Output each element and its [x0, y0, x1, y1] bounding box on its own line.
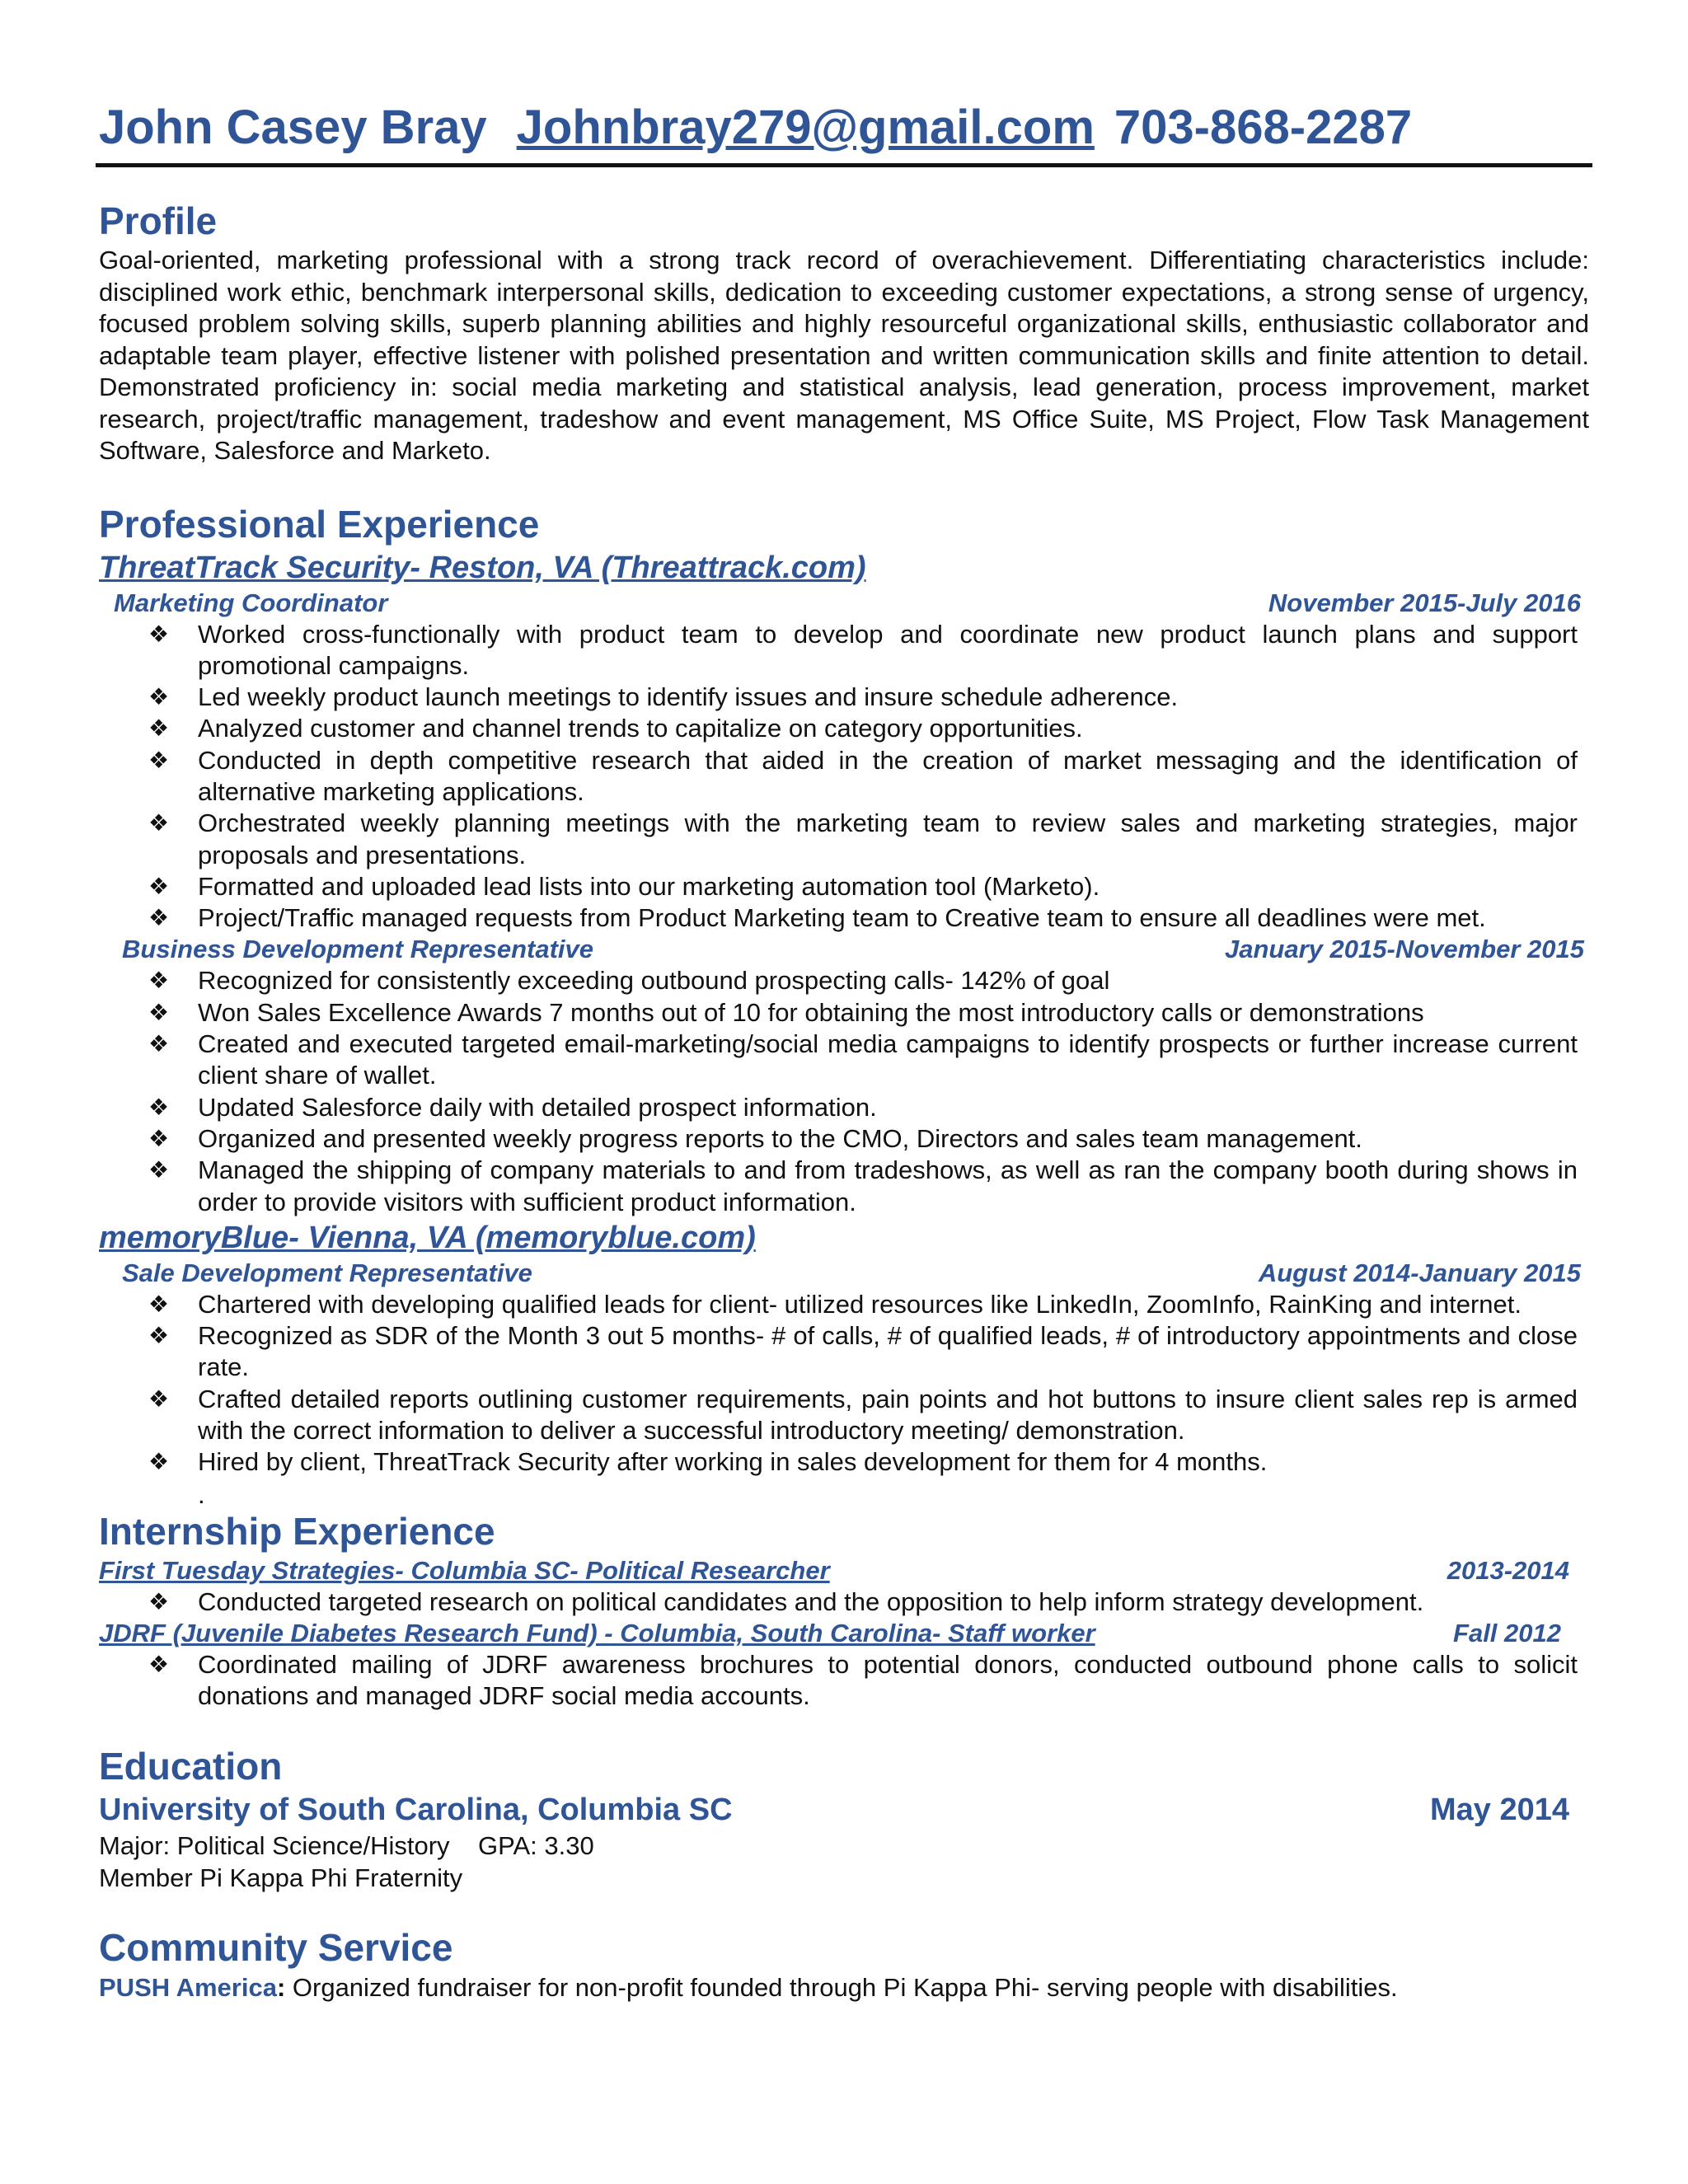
list-item: ❖ Worked cross-functionally with product team to develop and coordinate new product launch plans and support promotional campaigns. [148, 619, 1578, 680]
internship-title: First Tuesday Strategies- Columbia SC- Political Researcher [99, 1555, 830, 1585]
internship-title: JDRF (Juvenile Diabetes Research Fund) - Columbia, South Carolina- Staff worker [99, 1618, 1095, 1647]
list-item: ❖ Recognized as SDR of the Month 3 out 5 months- # of calls, # of qualified leads, # of introductory appointments and close rate. [148, 1321, 1578, 1382]
list-item: ❖ Conducted targeted research on political candidates and the opposition to help inform strategy development. [198, 1586, 1589, 1618]
list-item: ❖ Recognized for consistently exceeding outbound prospecting calls- 142% of goal [198, 965, 1589, 996]
internship-dates: 2013-2014 [1447, 1555, 1569, 1585]
list-item: ❖ Hired by client, ThreatTrack Security after working in sales development for them for 4 months. [198, 1446, 1589, 1478]
role-title: Marketing Coordinator [114, 588, 388, 617]
role-dates: January 2015-November 2015 [1225, 935, 1584, 964]
internship-row [99, 1618, 1589, 1649]
company-name[interactable]: memoryBlue- Vienna, VA (memoryblue.com) [99, 1220, 756, 1255]
list-item: ❖ Updated Salesforce daily with detailed prospect information. [198, 1092, 1589, 1123]
resume-page [99, 97, 1589, 2004]
diamond-bullet-icon: ❖ [148, 999, 170, 1025]
diamond-bullet-icon: ❖ [148, 1588, 170, 1615]
list-item: ❖ Chartered with developing qualified leads for client- utilized resources like LinkedIn, ZoomInfo, RainKing and internet. [198, 1289, 1589, 1320]
community-entry [99, 1971, 1589, 2004]
list-item: ❖ Conducted in depth competitive research that aided in the creation of market messaging and the identification of alternative marketing applications. [148, 745, 1578, 806]
role-row [99, 934, 1589, 965]
diamond-bullet-icon: ❖ [148, 968, 170, 994]
diamond-bullet-icon: ❖ [148, 621, 170, 647]
bullet-list [99, 1289, 1589, 1479]
list-item: ❖ Organized and presented weekly progress reports to the CMO, Directors and sales team management. [198, 1123, 1589, 1155]
diamond-bullet-icon: ❖ [148, 1651, 170, 1677]
email-link[interactable]: Johnbray279@gmail.com [516, 101, 1095, 154]
experience-heading: Professional Experience [99, 502, 540, 546]
company-name[interactable]: ThreatTrack Security- Reston, VA (Threattrack.com) [99, 550, 866, 585]
candidate-name: John Casey Bray [99, 101, 487, 154]
internship-dates: Fall 2012 [1453, 1618, 1561, 1647]
profile-text: Goal-oriented, marketing professional with a strong track record of overachievement. Differentiating characteristics include: disciplined work ethic, benchmark interpersonal skills, dedication to exceeding customer expectations, a strong sense of urgency, focused problem solving skills, superb planning abilities and highly resourceful organizational skills, enthusiastic collaborator and adaptable team player, effective listener with polished presentation and written communication skills and finite attention to detail. Demonstrated proficiency in: social media marketing and statistical analysis, lead generation, process improvement, market research, project/traffic management, tradeshow and event management, MS Office Suite, MS Project, Flow Task Management Software, Salesforce and Marketo. [99, 246, 1589, 465]
trailing-period: . [198, 1479, 205, 1509]
diamond-bullet-icon: ❖ [148, 1449, 170, 1475]
role-title: Business Development Representative [122, 935, 593, 964]
organization-name: PUSH America [99, 1972, 277, 2002]
diamond-bullet-icon: ❖ [148, 810, 170, 837]
list-item: ❖ Coordinated mailing of JDRF awareness brochures to potential donors, conducted outbound phone calls to solicit donations and managed JDRF social media accounts. [148, 1649, 1578, 1711]
education-row [99, 1790, 1589, 1830]
role-title: Sale Development Representative [122, 1258, 532, 1287]
list-item: ❖ Crafted detailed reports outlining customer requirements, pain points and hot buttons to insure client sales rep is armed with the correct information to deliver a successful introductory meeting/ demonstration. [148, 1384, 1578, 1446]
bullet-list [99, 1649, 1589, 1713]
header [99, 97, 1589, 158]
internship-heading: Internship Experience [99, 1509, 495, 1553]
diamond-bullet-icon: ❖ [148, 1385, 170, 1412]
list-item: ❖ Formatted and uploaded lead lists into our marketing automation tool (Marketo). [198, 871, 1589, 902]
membership: Member Pi Kappa Phi Fraternity [99, 1863, 463, 1892]
diamond-bullet-icon: ❖ [148, 905, 170, 931]
education-heading: Education [99, 1744, 283, 1788]
diamond-bullet-icon: ❖ [148, 1291, 170, 1317]
diamond-bullet-icon: ❖ [148, 873, 170, 899]
diamond-bullet-icon: ❖ [148, 684, 170, 710]
list-item: ❖ Project/Traffic managed requests from Product Marketing team to Creative team to ensure all deadlines were met. [198, 902, 1589, 934]
role-dates: August 2014-January 2015 [1258, 1258, 1581, 1287]
diamond-bullet-icon: ❖ [148, 715, 170, 742]
profile-heading: Profile [99, 199, 218, 242]
list-item: ❖ Managed the shipping of company materials to and from tradeshows, as well as ran the company booth during shows in order to provide visitors with sufficient product information. [148, 1155, 1578, 1216]
list-item: ❖ Analyzed customer and channel trends to capitalize on category opportunities. [198, 713, 1589, 744]
bullet-list [99, 1586, 1589, 1618]
major-gpa: Major: Political Science/History GPA: 3.30 [99, 1830, 594, 1860]
role-row [99, 1258, 1589, 1289]
role-dates: November 2015-July 2016 [1268, 588, 1581, 617]
colon: : [276, 1972, 286, 2002]
diamond-bullet-icon: ❖ [148, 1031, 170, 1057]
diamond-bullet-icon: ❖ [148, 747, 170, 773]
graduation-date: May 2014 [1429, 1792, 1569, 1827]
internship-row [99, 1555, 1589, 1586]
school-name: University of South Carolina, Columbia SC [99, 1792, 733, 1827]
diamond-bullet-icon: ❖ [148, 1157, 170, 1183]
bullet-list [99, 619, 1589, 935]
bullet-list [99, 965, 1589, 1217]
list-item: ❖ Won Sales Excellence Awards 7 months out of 10 for obtaining the most introductory calls or demonstrations [198, 997, 1589, 1029]
list-item: ❖ Led weekly product launch meetings to identify issues and insure schedule adherence. [198, 682, 1589, 713]
diamond-bullet-icon: ❖ [148, 1125, 170, 1151]
diamond-bullet-icon: ❖ [148, 1323, 170, 1349]
community-heading: Community Service [99, 1925, 453, 1969]
diamond-bullet-icon: ❖ [148, 1094, 170, 1120]
list-item: ❖ Created and executed targeted email-marketing/social media campaigns to identify prospects or further increase current client share of wallet. [148, 1029, 1578, 1090]
community-text: Organized fundraiser for non-profit founded through Pi Kappa Phi- serving people with disabilities. [285, 1972, 1398, 2002]
role-row [99, 588, 1589, 619]
phone-number: 703-868-2287 [1114, 101, 1413, 154]
list-item: ❖ Orchestrated weekly planning meetings with the marketing team to review sales and marketing strategies, major proposals and presentations. [148, 808, 1578, 869]
